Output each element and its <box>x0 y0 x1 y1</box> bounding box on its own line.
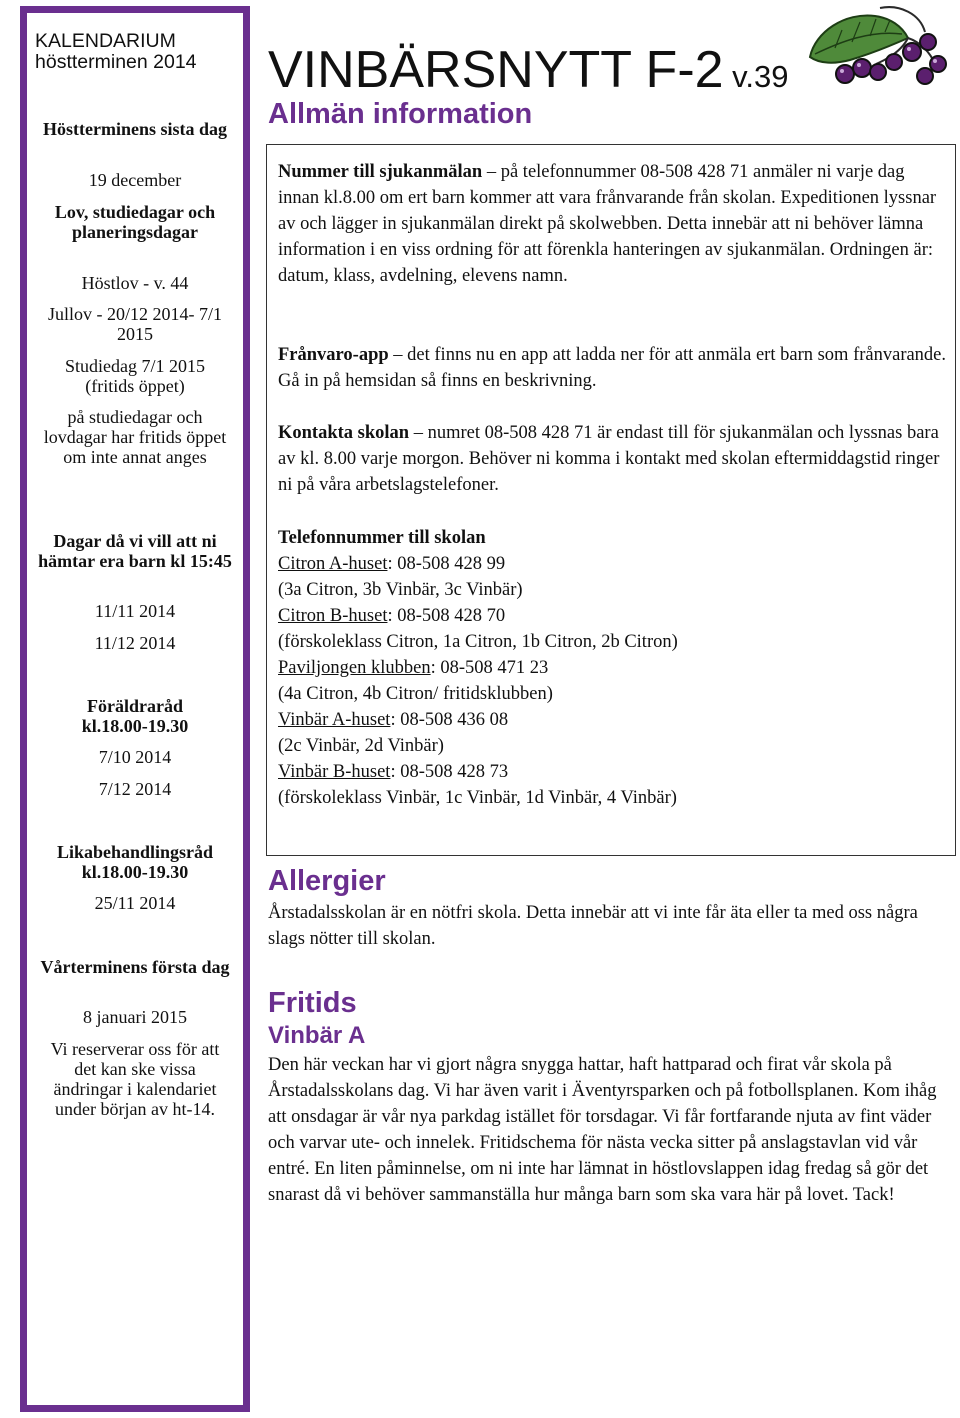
christmas-break: Jullov - 20/12 2014- 7/1 2015 <box>48 304 222 344</box>
phone-number: : 08-508 428 99 <box>387 554 506 574</box>
absence-app-paragraph <box>278 342 950 394</box>
autumn-break: Höstlov - v. 44 <box>81 273 189 293</box>
equality-council-date: 25/11 2014 <box>94 893 176 913</box>
phone-house-name: Vinbär A-huset <box>278 710 391 730</box>
pickup-title: Dagar då vi vill att ni hämtar era barn kl 15:45 <box>38 531 232 571</box>
phone-number: : 08-508 428 70 <box>387 606 506 626</box>
fritids-note: på studiedagar och lovdagar har fritids öppet om inte annat anges <box>43 407 227 467</box>
fritids-heading: Fritids <box>268 987 357 1019</box>
calendar-disclaimer: Vi reserverar oss för att det kan ske vissa ändringar i kalendariet under början av ht-14. <box>50 1039 220 1119</box>
absence-app-text: – det finns nu en app att ladda ner för att anmäla ert barn som frånvarande. Gå in på hemsidan så finns en beskrivning. <box>278 345 947 391</box>
phone-classes: (förskoleklass Citron, 1a Citron, 1b Citron, 2b Citron) <box>278 632 678 652</box>
phone-entry <box>278 655 950 681</box>
parent-council-date: 7/12 2014 <box>98 779 172 799</box>
study-day: Studiedag 7/1 2015 (fritids öppet) <box>65 356 205 396</box>
school-phones <box>278 525 950 811</box>
spring-start-title: Vårterminens första dag <box>40 957 230 977</box>
phone-classes: (förskoleklass Vinbär, 1c Vinbär, 1d Vinbär, 4 Vinbär) <box>278 788 677 808</box>
fritids-subheading: Vinbär A <box>268 1022 366 1049</box>
allergies-heading: Allergier <box>268 865 386 897</box>
pickup-date: 11/12 2014 <box>94 633 176 653</box>
phone-entry <box>278 603 950 629</box>
phone-entry <box>278 759 950 785</box>
holidays-title: Lov, studiedagar och planeringsdagar <box>54 202 216 242</box>
absence-app-label: Frånvaro-app <box>278 345 389 365</box>
phone-classes: (4a Citron, 4b Citron/ fritidsklubben) <box>278 684 553 704</box>
newsletter-title <box>268 42 788 105</box>
phone-classes: (3a Citron, 3b Vinbär, 3c Vinbär) <box>278 580 523 600</box>
spring-start-date: 8 januari 2015 <box>83 1007 187 1027</box>
pickup-date: 11/11 2014 <box>94 601 176 621</box>
parent-council-title: Föräldraråd kl.18.00-19.30 <box>81 696 189 736</box>
sick-report-text: – på telefonnummer 08-508 428 71 anmäler ni varje dag innan kl.8.00 om ert barn kommer att vara frånvarande från skolan. Expeditionen lyssnar av och lägger in sjukanmälan direkt på skolwebben. Detta innebär att ni behöver lämna information i en viss ordning för att förenkla hanteringen av sjukanmälan. Ordningen är: datum, klass, avdelning, elevens namn. <box>278 162 937 286</box>
phone-house-name: Vinbär B-huset <box>278 762 391 782</box>
phone-number: : 08-508 471 23 <box>430 658 549 678</box>
phone-number: : 08-508 428 73 <box>390 762 509 782</box>
currant-berries-icon <box>790 2 955 92</box>
allergies-text: Årstadalsskolan är en nötfri skola. Detta innebär att vi inte får äta eller ta med oss några slags nötter till skolan. <box>268 903 918 949</box>
calendar-heading-line1: KALENDARIUM <box>35 30 176 52</box>
school-phones-title: Telefonnummer till skolan <box>278 528 486 548</box>
equality-council-title: Likabehandlingsråd kl.18.00-19.30 <box>56 842 214 882</box>
calendar-heading <box>35 31 240 73</box>
phone-entry <box>278 707 950 733</box>
fritids-text: Den här veckan har vi gjort några snygga hattar, haft hattparad och firat vår skola på Årstadalsskolans dag. Vi har även varit i Äventyrsparken och på fotbollsplanen. Kom ihåg att onsdagar är vår nya parkdag istället för torsdagar. Vi får fortfarande njuta av fint väder och varvar ute- och innelek. Fritidschema för nästa vecka sitter på anslagstavlan vid vår entré. En liten påminnelse, om ni inte har lämnat in höstlovslappen idag fredag så gör det snarast då vi behöver sammanställa hur många barn som ska vara här på lovet. Tack! <box>268 1055 937 1205</box>
general-info-heading: Allmän information <box>268 98 533 130</box>
phone-house-name: Citron B-huset <box>278 606 388 626</box>
contact-school-label: Kontakta skolan <box>278 423 410 443</box>
contact-school-text: – numret 08-508 428 71 är endast till för sjukanmälan och lyssnas bara av kl. 8.00 varje morgon. Behöver ni komma i kontakt med skolan eftermiddagstid ringer ni på våra arbetslagstelefoner. <box>278 423 940 495</box>
term-end-title: Höstterminens sista dag <box>43 119 227 139</box>
phone-entry <box>278 551 950 577</box>
term-end-date: 19 december <box>88 170 182 190</box>
parent-council-date: 7/10 2014 <box>98 747 172 767</box>
phone-house-name: Paviljongen klubben <box>278 658 431 678</box>
newsletter-title-text: VINBÄRSNYTT F-2 <box>268 41 724 99</box>
newsletter-version: v.39 <box>723 59 789 94</box>
contact-school-paragraph <box>278 420 950 498</box>
sick-report-label: Nummer till sjukanmälan <box>278 162 483 182</box>
calendar-heading-line2: höstterminen 2014 <box>35 51 197 73</box>
phone-house-name: Citron A-huset <box>278 554 388 574</box>
phone-number: : 08-508 436 08 <box>390 710 509 730</box>
sick-report-paragraph <box>278 159 950 289</box>
phone-classes: (2c Vinbär, 2d Vinbär) <box>278 736 444 756</box>
